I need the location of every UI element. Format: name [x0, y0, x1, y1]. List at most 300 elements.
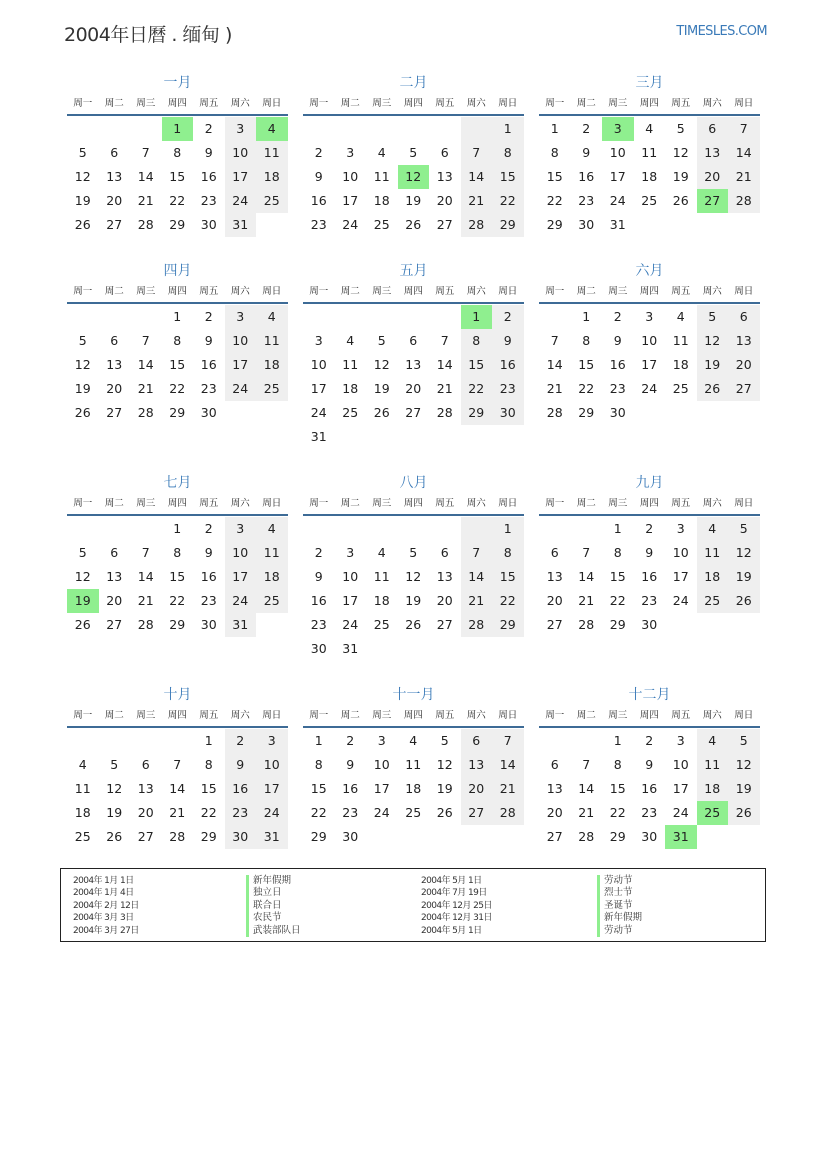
day-cell: 26 [728, 589, 760, 613]
day-cell: 7 [728, 117, 760, 141]
holiday-cell: 25 [697, 801, 729, 825]
day-cell: 10 [225, 329, 257, 353]
weekday-label: 周一 [309, 286, 329, 297]
legend-entry: 农民节 [246, 912, 301, 924]
holiday-legend [60, 868, 766, 942]
legend-entry: 新年假期 [597, 912, 642, 924]
day-cell: 18 [342, 381, 359, 396]
day-cell: 27 [436, 217, 453, 232]
day-cell: 19 [74, 193, 91, 208]
day-cell: 22 [310, 805, 327, 820]
day-cell: 7 [440, 333, 449, 348]
day-cell: 19 [405, 593, 422, 608]
month-12 [539, 684, 760, 849]
day-cell: 19 [728, 777, 760, 801]
day-cell: 27 [546, 829, 563, 844]
day-cell: 7 [141, 145, 150, 160]
empty-cell [366, 117, 398, 141]
weekday-label: 周六 [466, 710, 486, 721]
day-cell: 1 [314, 733, 323, 748]
day-cell: 30 [225, 825, 257, 849]
day-cell: 13 [546, 569, 563, 584]
day-cell: 17 [342, 593, 359, 608]
weekday-label: 周二 [340, 98, 360, 109]
weekday-header [539, 282, 760, 304]
day-cell: 4 [377, 545, 386, 560]
empty-cell [130, 729, 162, 753]
day-cell: 2 [645, 521, 654, 536]
weekday-label: 周二 [576, 710, 596, 721]
day-cell: 15 [578, 357, 595, 372]
day-cell: 16 [342, 781, 359, 796]
day-cell: 15 [169, 169, 186, 184]
legend-entry: 2004年 1月 4日 [73, 888, 134, 899]
day-cell: 10 [672, 545, 689, 560]
day-cell: 5 [697, 305, 729, 329]
day-cell: 16 [578, 169, 595, 184]
day-cell: 12 [728, 541, 760, 565]
day-cell: 22 [492, 589, 524, 613]
day-cell: 21 [137, 593, 154, 608]
empty-cell [67, 729, 99, 753]
weekday-label: 周五 [435, 286, 455, 297]
day-cell: 23 [200, 593, 217, 608]
day-cell: 23 [641, 805, 658, 820]
day-cell: 22 [492, 189, 524, 213]
day-cell: 19 [106, 805, 123, 820]
weekday-label: 周二 [340, 498, 360, 509]
weekday-label: 周四 [167, 498, 187, 509]
day-cell: 14 [137, 169, 154, 184]
weekday-label: 周四 [403, 286, 423, 297]
day-cell: 11 [342, 357, 359, 372]
day-cell: 21 [578, 805, 595, 820]
legend-entry: 新年假期 [246, 875, 301, 887]
weekday-label: 周二 [104, 286, 124, 297]
day-cell: 22 [609, 805, 626, 820]
day-cell: 16 [609, 357, 626, 372]
days-grid [67, 305, 288, 425]
weekday-label: 周日 [498, 286, 518, 297]
month-name: 一月 [163, 75, 192, 91]
day-cell: 12 [697, 329, 729, 353]
day-cell: 15 [461, 353, 493, 377]
weekday-label: 周六 [230, 98, 250, 109]
day-cell: 17 [342, 193, 359, 208]
day-cell: 1 [582, 309, 591, 324]
days-grid [303, 517, 524, 661]
empty-cell [398, 517, 430, 541]
day-cell: 17 [672, 781, 689, 796]
day-cell: 2 [613, 309, 622, 324]
day-cell: 24 [310, 405, 327, 420]
legend-entry: 2004年 3月 27日 [73, 925, 139, 936]
day-cell: 22 [461, 377, 493, 401]
day-cell: 25 [373, 617, 390, 632]
empty-cell [429, 117, 461, 141]
empty-cell [366, 517, 398, 541]
weekday-label: 周二 [104, 98, 124, 109]
day-cell: 29 [169, 405, 186, 420]
day-cell: 22 [578, 381, 595, 396]
day-cell: 28 [436, 405, 453, 420]
weekday-label: 周四 [639, 98, 659, 109]
day-cell: 20 [728, 353, 760, 377]
day-cell: 16 [641, 569, 658, 584]
day-cell: 20 [405, 381, 422, 396]
day-cell: 28 [578, 617, 595, 632]
day-cell: 21 [461, 189, 493, 213]
empty-cell [130, 305, 162, 329]
day-cell: 10 [256, 753, 288, 777]
day-cell: 6 [110, 145, 119, 160]
day-cell: 14 [578, 781, 595, 796]
month-6 [539, 260, 760, 425]
weekday-label: 周四 [403, 98, 423, 109]
day-cell: 19 [405, 193, 422, 208]
day-cell: 7 [173, 757, 182, 772]
day-cell: 5 [728, 517, 760, 541]
day-cell: 26 [436, 805, 453, 820]
day-cell: 15 [310, 781, 327, 796]
weekday-label: 周六 [702, 498, 722, 509]
day-cell: 29 [609, 829, 626, 844]
month-11 [303, 684, 524, 849]
empty-cell [130, 117, 162, 141]
day-cell: 13 [106, 569, 123, 584]
day-cell: 31 [310, 429, 327, 444]
day-cell: 9 [645, 757, 654, 772]
weekday-label: 周三 [608, 498, 628, 509]
empty-cell [539, 305, 571, 329]
weekday-label: 周四 [167, 710, 187, 721]
day-cell: 5 [377, 333, 386, 348]
day-cell: 27 [106, 405, 123, 420]
day-cell: 12 [373, 357, 390, 372]
day-cell: 8 [550, 145, 559, 160]
legend-entry: 圣诞节 [597, 900, 642, 912]
day-cell: 21 [436, 381, 453, 396]
days-grid [303, 305, 524, 449]
day-cell: 17 [310, 381, 327, 396]
weekday-header [303, 706, 524, 728]
day-cell: 22 [169, 193, 186, 208]
day-cell: 2 [225, 729, 257, 753]
days-grid [67, 117, 288, 237]
weekday-header [67, 706, 288, 728]
day-cell: 24 [672, 593, 689, 608]
legend-entry: 2004年 3月 3日 [73, 913, 134, 924]
day-cell: 7 [461, 141, 493, 165]
day-cell: 20 [546, 805, 563, 820]
day-cell: 14 [436, 357, 453, 372]
weekday-label: 周三 [136, 286, 156, 297]
day-cell: 2 [645, 733, 654, 748]
days-grid [539, 305, 760, 425]
site-link[interactable]: TIMESLES.COM [676, 24, 767, 39]
weekday-label: 周三 [372, 498, 392, 509]
day-cell: 8 [173, 145, 182, 160]
day-cell: 25 [256, 589, 288, 613]
day-cell: 29 [169, 617, 186, 632]
day-cell: 9 [314, 169, 323, 184]
empty-cell [99, 117, 131, 141]
month-name: 九月 [635, 475, 664, 491]
day-cell: 1 [492, 517, 524, 541]
day-cell: 13 [461, 753, 493, 777]
weekday-label: 周一 [73, 286, 93, 297]
day-cell: 24 [225, 189, 257, 213]
day-cell: 15 [200, 781, 217, 796]
day-cell: 25 [256, 189, 288, 213]
day-cell: 23 [200, 193, 217, 208]
day-cell: 3 [676, 733, 685, 748]
weekday-label: 周一 [545, 98, 565, 109]
weekday-label: 周一 [309, 710, 329, 721]
day-cell: 11 [74, 781, 91, 796]
weekday-label: 周五 [199, 498, 219, 509]
legend-dates-2 [421, 875, 492, 937]
weekday-header [67, 282, 288, 304]
day-cell: 5 [110, 757, 119, 772]
empty-cell [99, 305, 131, 329]
day-cell: 16 [492, 353, 524, 377]
weekday-label: 周一 [73, 710, 93, 721]
day-cell: 23 [225, 801, 257, 825]
empty-cell [366, 305, 398, 329]
weekday-label: 周一 [545, 710, 565, 721]
day-cell: 28 [546, 405, 563, 420]
day-cell: 26 [405, 217, 422, 232]
empty-cell [303, 117, 335, 141]
month-name: 四月 [163, 263, 192, 279]
month-4 [67, 260, 288, 425]
legend-entry: 2004年 2月 12日 [73, 900, 139, 911]
day-cell: 22 [546, 193, 563, 208]
day-cell: 20 [137, 805, 154, 820]
day-cell: 21 [728, 165, 760, 189]
weekday-label: 周五 [671, 98, 691, 109]
day-cell: 10 [225, 141, 257, 165]
day-cell: 8 [204, 757, 213, 772]
day-cell: 25 [697, 589, 729, 613]
days-grid [303, 729, 524, 849]
day-cell: 27 [137, 829, 154, 844]
day-cell: 18 [405, 781, 422, 796]
legend-entry: 联合日 [246, 900, 301, 912]
weekday-label: 周日 [734, 286, 754, 297]
empty-cell [162, 729, 194, 753]
holiday-cell: 4 [256, 117, 288, 141]
day-cell: 23 [342, 805, 359, 820]
weekday-label: 周日 [498, 498, 518, 509]
holiday-cell: 1 [162, 117, 194, 141]
day-cell: 11 [256, 541, 288, 565]
day-cell: 29 [169, 217, 186, 232]
day-cell: 3 [346, 545, 355, 560]
empty-cell [303, 517, 335, 541]
legend-entry: 劳动节 [597, 925, 642, 937]
legend-names-1 [246, 875, 301, 937]
day-cell: 23 [310, 217, 327, 232]
day-cell: 5 [409, 545, 418, 560]
day-cell: 7 [141, 333, 150, 348]
day-cell: 6 [440, 145, 449, 160]
day-cell: 2 [204, 309, 213, 324]
day-cell: 11 [256, 141, 288, 165]
day-cell: 10 [672, 757, 689, 772]
empty-cell [571, 517, 603, 541]
day-cell: 12 [728, 753, 760, 777]
day-cell: 14 [728, 141, 760, 165]
day-cell: 2 [314, 545, 323, 560]
weekday-label: 周五 [671, 498, 691, 509]
day-cell: 15 [492, 565, 524, 589]
weekday-label: 周三 [372, 98, 392, 109]
days-grid [303, 117, 524, 237]
day-cell: 8 [173, 545, 182, 560]
day-cell: 24 [225, 377, 257, 401]
day-cell: 13 [728, 329, 760, 353]
day-cell: 13 [436, 569, 453, 584]
day-cell: 8 [461, 329, 493, 353]
weekday-label: 周二 [340, 286, 360, 297]
day-cell: 14 [169, 781, 186, 796]
weekday-header [539, 94, 760, 116]
day-cell: 17 [256, 777, 288, 801]
empty-cell [461, 517, 493, 541]
weekday-label: 周六 [230, 710, 250, 721]
day-cell: 11 [641, 145, 658, 160]
day-cell: 22 [169, 381, 186, 396]
legend-dates-1 [73, 875, 139, 937]
day-cell: 31 [225, 613, 257, 637]
legend-entry: 2004年 5月 1日 [421, 876, 482, 886]
month-5 [303, 260, 524, 449]
day-cell: 31 [225, 213, 257, 237]
day-cell: 18 [74, 805, 91, 820]
day-cell: 15 [492, 165, 524, 189]
day-cell: 21 [546, 381, 563, 396]
day-cell: 8 [492, 541, 524, 565]
holiday-cell: 1 [461, 305, 493, 329]
weekday-label: 周六 [466, 498, 486, 509]
day-cell: 23 [641, 593, 658, 608]
day-cell: 18 [697, 565, 729, 589]
legend-entry: 2004年 5月 1日 [421, 925, 482, 936]
weekday-label: 周三 [136, 710, 156, 721]
day-cell: 9 [346, 757, 355, 772]
day-cell: 7 [582, 545, 591, 560]
day-cell: 11 [697, 753, 729, 777]
day-cell: 18 [672, 357, 689, 372]
empty-cell [429, 517, 461, 541]
legend-entry: 2004年 1月 1日 [73, 876, 134, 886]
day-cell: 28 [578, 829, 595, 844]
day-cell: 17 [672, 569, 689, 584]
day-cell: 2 [492, 305, 524, 329]
day-cell: 9 [645, 545, 654, 560]
day-cell: 2 [204, 121, 213, 136]
empty-cell [571, 729, 603, 753]
day-cell: 19 [436, 781, 453, 796]
weekday-label: 周日 [498, 710, 518, 721]
weekday-label: 周一 [309, 498, 329, 509]
day-cell: 17 [609, 169, 626, 184]
day-cell: 26 [697, 377, 729, 401]
day-cell: 3 [346, 145, 355, 160]
day-cell: 24 [225, 589, 257, 613]
weekday-label: 周三 [136, 98, 156, 109]
day-cell: 24 [641, 381, 658, 396]
day-cell: 6 [440, 545, 449, 560]
day-cell: 22 [169, 593, 186, 608]
weekday-label: 周六 [230, 286, 250, 297]
day-cell: 7 [141, 545, 150, 560]
day-cell: 13 [137, 781, 154, 796]
day-cell: 26 [728, 801, 760, 825]
day-cell: 23 [578, 193, 595, 208]
day-cell: 8 [314, 757, 323, 772]
day-cell: 6 [728, 305, 760, 329]
weekday-label: 周六 [702, 98, 722, 109]
day-cell: 9 [613, 333, 622, 348]
day-cell: 11 [373, 169, 390, 184]
day-cell: 2 [346, 733, 355, 748]
weekday-label: 周三 [136, 498, 156, 509]
day-cell: 29 [310, 829, 327, 844]
day-cell: 3 [377, 733, 386, 748]
day-cell: 4 [377, 145, 386, 160]
day-cell: 27 [106, 617, 123, 632]
day-cell: 20 [106, 593, 123, 608]
day-cell: 26 [672, 193, 689, 208]
day-cell: 22 [200, 805, 217, 820]
days-grid [539, 117, 760, 237]
day-cell: 5 [728, 729, 760, 753]
holiday-cell: 3 [602, 117, 634, 141]
day-cell: 14 [546, 357, 563, 372]
weekday-label: 周五 [671, 710, 691, 721]
day-cell: 6 [461, 729, 493, 753]
day-cell: 30 [200, 405, 217, 420]
day-cell: 5 [440, 733, 449, 748]
day-cell: 20 [106, 193, 123, 208]
weekday-label: 周五 [199, 98, 219, 109]
empty-cell [67, 305, 99, 329]
day-cell: 10 [373, 757, 390, 772]
day-cell: 19 [672, 169, 689, 184]
day-cell: 18 [373, 193, 390, 208]
day-cell: 14 [578, 569, 595, 584]
day-cell: 13 [106, 169, 123, 184]
day-cell: 12 [74, 357, 91, 372]
day-cell: 27 [436, 617, 453, 632]
day-cell: 8 [582, 333, 591, 348]
weekday-header [303, 94, 524, 116]
day-cell: 9 [225, 753, 257, 777]
day-cell: 19 [697, 353, 729, 377]
day-cell: 15 [609, 781, 626, 796]
day-cell: 3 [256, 729, 288, 753]
day-cell: 15 [609, 569, 626, 584]
day-cell: 30 [200, 617, 217, 632]
empty-cell [398, 117, 430, 141]
day-cell: 29 [609, 617, 626, 632]
legend-names-2 [597, 875, 642, 937]
day-cell: 6 [697, 117, 729, 141]
weekday-header [303, 282, 524, 304]
